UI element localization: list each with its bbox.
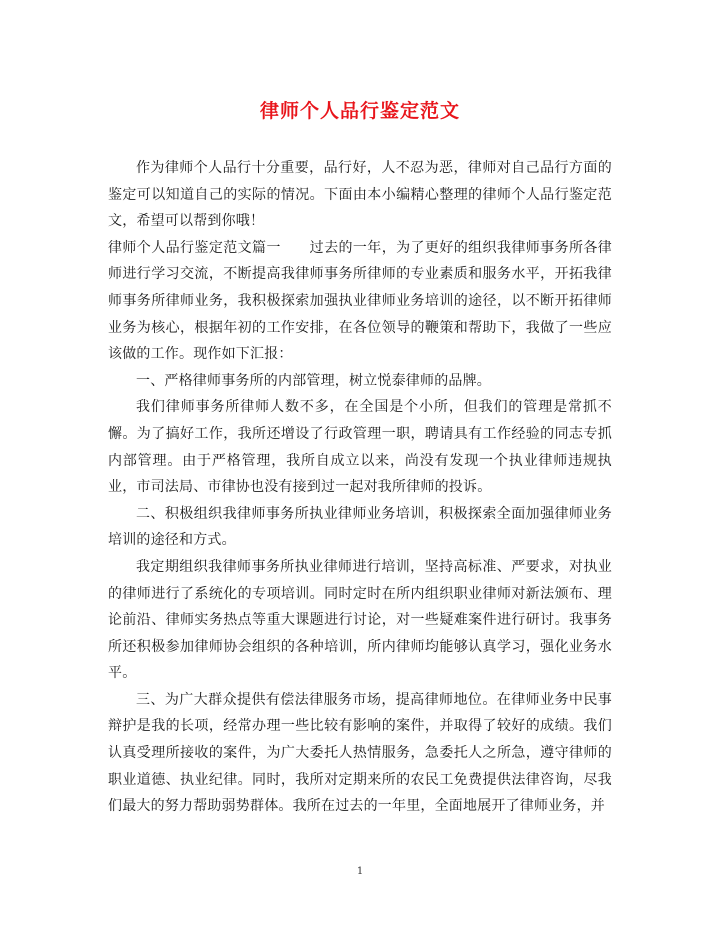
document-body (108, 155, 612, 820)
page-title: 律师个人品行鉴定范文 (259, 100, 460, 122)
point-three-paragraph: 三、为广大群众提供有偿法律服务市场，提高律师地位。在律师业务中民事辩护是我的长项，经常办理一些比较有影响的案件，并取得了较好的成绩。我们认真受理所接收的案件，为广大委托人热情服务，急委托人之所急，遵守律师的职业道德、执业纪律。同时，我所对定期来所的农民工免费提供法律咨询，尽我们最大的努力帮助弱势群体。我所在过去的一年里，全面地展开了律师业务，并 (108, 691, 612, 815)
intro-paragraph: 作为律师个人品行十分重要，品行好，人不忍为恶，律师对自己品行方面的鉴定可以知道自己的实际的情况。下面由本小编精心整理的律师个人品行鉴定范文，希望可以帮到你哦！ (108, 160, 612, 230)
point-one-heading: 一、严格律师事务所的内部管理，树立悦泰律师的品牌。 (136, 372, 491, 389)
point-one-paragraph: 我们律师事务所律师人数不多，在全国是个小所，但我们的管理是常抓不懈。为了搞好工作，我所还增设了行政管理一职，聘请具有工作经验的同志专抓内部管理。由于严格管理，我所自成立以来，尚没有发现一个执业律师违规执业，市司法局、市律协也没有接到过一起对我所律师的投诉。 (108, 399, 612, 496)
point-two-heading: 二、积极组织我律师事务所执业律师业务培训，积极探索全面加强律师业务培训的途径和方式。 (108, 505, 612, 549)
page-number: 1 (356, 866, 364, 877)
section-one-intro-paragraph: 律师个人品行鉴定范文篇一 过去的一年，为了更好的组织我律师事务所各律师进行学习交流，不断提高我律师事务所律师的专业素质和服务水平，开拓我律师事务所律师业务，我积极探索加强执业律师业务培训的途径，以不断开拓律师业务为核心，根据年初的工作安排，在各位领导的鞭策和帮助下，我做了一些应该做的工作。现作如下汇报： (108, 239, 612, 363)
point-two-paragraph: 我定期组织我律师事务所执业律师进行培训，坚持高标准、严要求，对执业的律师进行了系统化的专项培训。同时定时在所内组织职业律师对新法颁布、理论前沿、律师实务热点等重大课题进行讨论，对一些疑难案件进行研讨。我事务所还积极参加律师协会组织的各种培训，所内律师均能够认真学习，强化业务水平。 (108, 558, 612, 682)
